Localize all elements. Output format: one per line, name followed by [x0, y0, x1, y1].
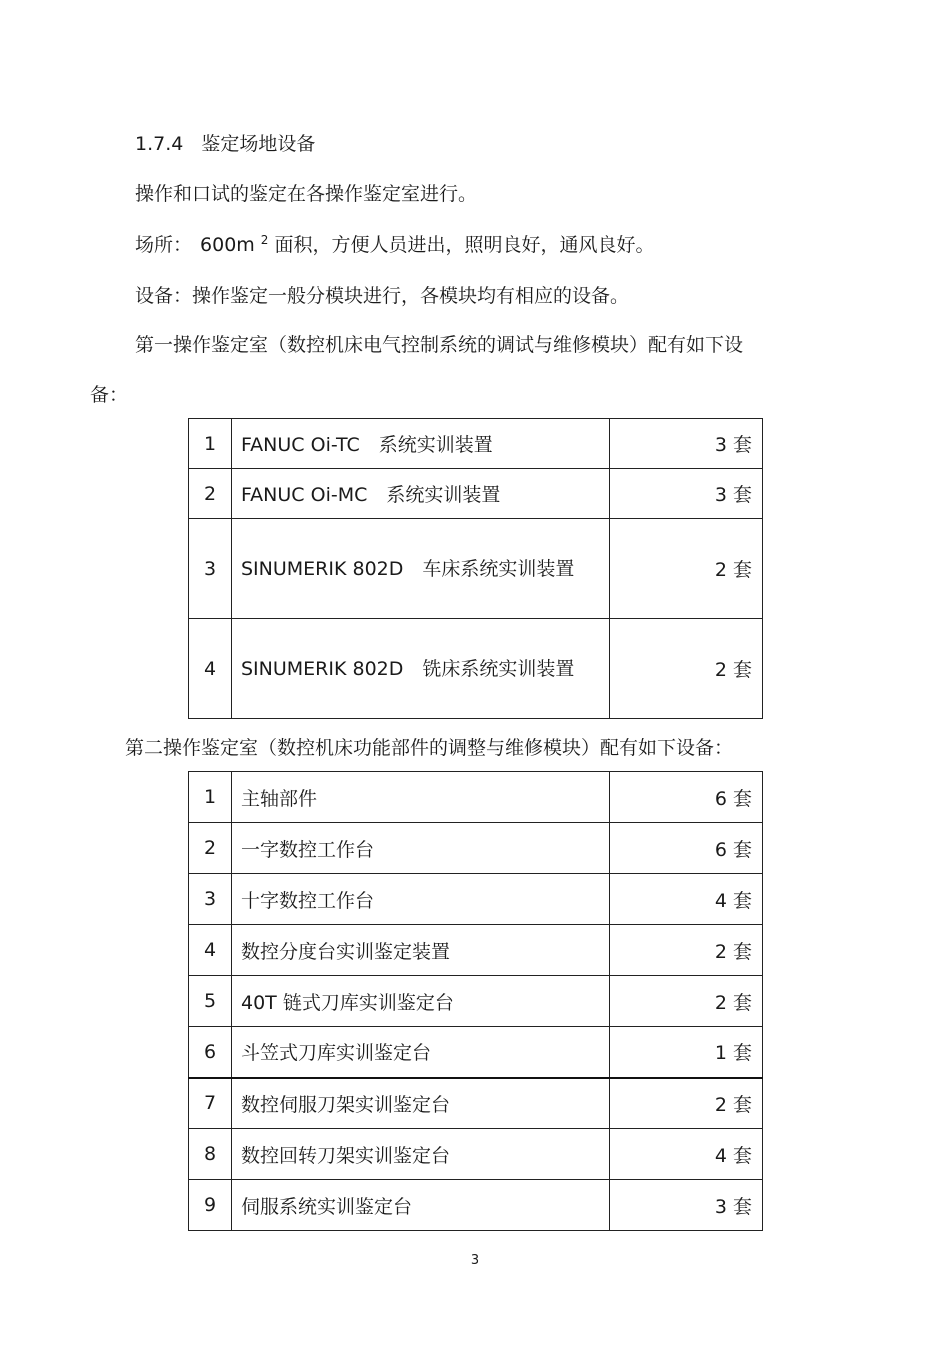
- row-number: 2: [189, 823, 232, 874]
- venue-label: 场所：: [135, 234, 193, 256]
- row-number: 7: [189, 1078, 232, 1129]
- equipment-name: SINUMERIK 802D 车床系统实训装置: [232, 519, 610, 619]
- row-number: 5: [189, 976, 232, 1027]
- row-number: 6: [189, 1027, 232, 1078]
- equipment-name: 斗笠式刀库实训鉴定台: [232, 1027, 610, 1078]
- row-number: 8: [189, 1129, 232, 1180]
- equipment-name: 数控回转刀架实训鉴定台: [232, 1129, 610, 1180]
- equipment-quantity: 3 套: [610, 419, 763, 469]
- equipment-quantity: 2 套: [610, 519, 763, 619]
- equipment-quantity: 2 套: [610, 976, 763, 1027]
- table-row: [189, 1180, 763, 1231]
- row-number: 2: [189, 469, 232, 519]
- table-row: [189, 469, 763, 519]
- equipment-quantity: 3 套: [610, 469, 763, 519]
- superscript: 2: [260, 232, 269, 247]
- equipment-quantity: 2 套: [610, 619, 763, 719]
- equipment-name: 伺服系统实训鉴定台: [232, 1180, 610, 1231]
- paragraph-equipment: 设备：操作鉴定一般分模块进行，各模块均有相应的设备。: [135, 285, 630, 307]
- equipment-name: SINUMERIK 802D 铣床系统实训装置: [232, 619, 610, 719]
- equipment-name: FANUC Oi-MC 系统实训装置: [232, 469, 610, 519]
- equipment-name: 数控伺服刀架实训鉴定台: [232, 1078, 610, 1129]
- table-row: [189, 619, 763, 719]
- row-number: 4: [189, 619, 232, 719]
- table-row: [189, 874, 763, 925]
- venue-description: 面积，方便人员进出，照明良好，通风良好。: [274, 234, 655, 256]
- equipment-quantity: 2 套: [610, 925, 763, 976]
- section-heading: [135, 131, 315, 157]
- equipment-name: FANUC Oi-TC 系统实训装置: [232, 419, 610, 469]
- equipment-quantity: 4 套: [610, 1129, 763, 1180]
- row-number: 3: [189, 874, 232, 925]
- row-number: 9: [189, 1180, 232, 1231]
- paragraph-room1-line1: 第一操作鉴定室（数控机床电气控制系统的调试与维修模块）配有如下设: [135, 334, 744, 356]
- paragraph-room2: 第二操作鉴定室（数控机床功能部件的调整与维修模块）配有如下设备：: [125, 737, 734, 759]
- table-row: [189, 823, 763, 874]
- row-number: 1: [189, 772, 232, 823]
- page-number: 3: [470, 1253, 480, 1268]
- equipment-quantity: 6 套: [610, 772, 763, 823]
- equipment-quantity: 6 套: [610, 823, 763, 874]
- paragraph-room1-line2: 备：: [90, 384, 129, 406]
- row-number: 1: [189, 419, 232, 469]
- equipment-name: 主轴部件: [232, 772, 610, 823]
- table-row: [189, 1078, 763, 1129]
- equipment-table-room2: [188, 771, 763, 1231]
- equipment-name: 40T 链式刀库实训鉴定台: [232, 976, 610, 1027]
- equipment-name: 数控分度台实训鉴定装置: [232, 925, 610, 976]
- table-row: [189, 519, 763, 619]
- table-row: [189, 1027, 763, 1078]
- equipment-name: 十字数控工作台: [232, 874, 610, 925]
- row-number: 4: [189, 925, 232, 976]
- table-row: [189, 419, 763, 469]
- venue-area: 600m: [200, 234, 255, 256]
- equipment-quantity: 4 套: [610, 874, 763, 925]
- equipment-name: 一字数控工作台: [232, 823, 610, 874]
- table-row: [189, 1129, 763, 1180]
- table-row: [189, 925, 763, 976]
- equipment-table-room1: [188, 418, 763, 719]
- equipment-quantity: 3 套: [610, 1180, 763, 1231]
- section-number: 1.7.4: [135, 133, 184, 155]
- row-number: 3: [189, 519, 232, 619]
- equipment-quantity: 1 套: [610, 1027, 763, 1078]
- equipment-quantity: 2 套: [610, 1078, 763, 1129]
- table-row: [189, 772, 763, 823]
- table-row: [189, 976, 763, 1027]
- paragraph-location: 操作和口试的鉴定在各操作鉴定室进行。: [135, 183, 478, 205]
- paragraph-venue: [135, 232, 654, 258]
- section-title: 鉴定场地设备: [201, 133, 316, 155]
